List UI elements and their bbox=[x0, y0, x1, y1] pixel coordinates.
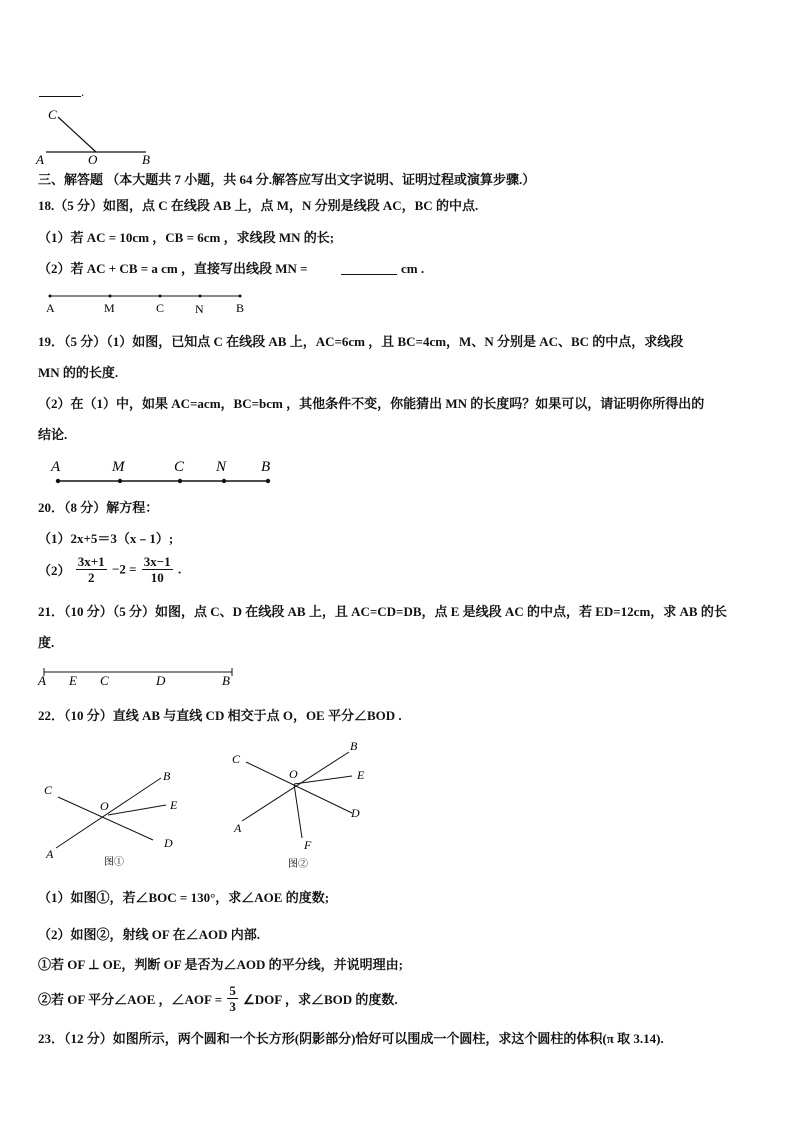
q20-f1-denominator: 2 bbox=[87, 570, 95, 585]
q18-label-a: A bbox=[46, 301, 55, 315]
q18-label-b: B bbox=[236, 301, 245, 315]
q18-part2-a: （2）若 AC + CB = a cm ，直接写出线段 MN = bbox=[38, 261, 308, 276]
q22-f2-caption: 图② bbox=[288, 859, 308, 870]
q19-line3: （2）在（1）中，如果 AC=acm，BC=bcm ，其他条件不变，你能猜出 MN 的长度吗？如果可以，请证明你所得出的 bbox=[38, 396, 705, 411]
q22-f2-label-d: D bbox=[351, 806, 360, 820]
q18-answer-blank bbox=[341, 274, 397, 275]
q22-part2b-a: ②若 OF 平分∠AOE ，∠AOF = bbox=[38, 992, 223, 1007]
q20-f2-denominator: 10 bbox=[150, 570, 164, 585]
q20-end: . bbox=[177, 561, 182, 577]
q22-stem: 22．（10 分）直线 AB 与直线 CD 相交于点 O，OE 平分∠BOD . bbox=[38, 708, 402, 723]
fig17-label-o: O bbox=[88, 152, 98, 166]
q22-part2: （2）如图②，射线 OF 在∠AOD 内部. bbox=[38, 927, 260, 942]
q22-f1-label-a: A bbox=[46, 847, 54, 861]
q22-frac-denominator: 3 bbox=[229, 999, 236, 1014]
q22-part2b-b: ∠DOF ，求∠BOD 的度数. bbox=[243, 992, 398, 1007]
answer-blank-line bbox=[39, 96, 81, 97]
q21-label-d: D bbox=[156, 673, 166, 688]
q19-label-n: N bbox=[216, 459, 227, 475]
q19-label-c: C bbox=[174, 459, 185, 475]
q22-f2-label-e: E bbox=[357, 768, 365, 782]
q18-part2-b: cm . bbox=[401, 261, 425, 276]
q19-label-b: B bbox=[261, 459, 271, 475]
q21-line2: 度. bbox=[38, 635, 55, 650]
q22-f2-label-c: C bbox=[232, 752, 241, 766]
figure-q17 bbox=[34, 104, 164, 166]
q20-part1: （1）2x+5＝3（x﹣1）; bbox=[38, 531, 174, 546]
q18-label-m: M bbox=[104, 301, 115, 315]
q22-f2-label-f: F bbox=[304, 838, 312, 852]
q22-part2b bbox=[38, 983, 398, 1014]
q20-f2-numerator: 3x−1 bbox=[143, 554, 171, 569]
q22-f1-label-o: O bbox=[100, 799, 109, 813]
q22-frac-numerator: 5 bbox=[229, 983, 236, 998]
q20-mid: −2 = bbox=[111, 561, 137, 577]
q22-f1-caption: 图① bbox=[104, 857, 124, 868]
q21-label-e: E bbox=[69, 673, 77, 688]
q20-part2 bbox=[38, 554, 181, 585]
q20-stem: 20．（8 分）解方程： bbox=[38, 500, 159, 515]
q19-line4: 结论. bbox=[38, 427, 68, 442]
blank-period: . bbox=[81, 84, 85, 99]
q22-fraction bbox=[227, 983, 238, 1014]
figure-q18 bbox=[38, 287, 258, 317]
fig17-label-a: A bbox=[36, 152, 44, 166]
q19-line1: 19．（5 分）（1）如图，已知点 C 在线段 AB 上，AC=6cm ，且 BC=4cm，M、N 分别是 AC、BC 的中点，求线段 bbox=[38, 334, 684, 349]
figure-q19 bbox=[46, 455, 286, 487]
q23-stem: 23．（12 分）如图所示，两个圆和一个长方形(阴影部分)恰好可以围成一个圆柱，求这个圆柱的体积(π 取 3.14). bbox=[38, 1031, 664, 1046]
q18-label-n: N bbox=[195, 302, 204, 316]
q18-label-c: C bbox=[156, 301, 165, 315]
figure-q22-1 bbox=[36, 760, 196, 870]
q22-f2-label-a: A bbox=[234, 821, 242, 835]
q21-label-c: C bbox=[100, 673, 109, 688]
q20-f1-numerator: 3x+1 bbox=[77, 554, 105, 569]
q20-fraction-1 bbox=[76, 554, 107, 585]
q19-line2: MN 的的长度. bbox=[38, 365, 119, 380]
section-title: 三、解答题 （本大题共 7 小题，共 64 分.解答应写出文字说明、证明过程或演算步骤.） bbox=[38, 172, 536, 187]
q20-fraction-2 bbox=[142, 554, 173, 585]
q19-label-m: M bbox=[112, 459, 125, 475]
figure-q22-2 bbox=[224, 736, 384, 872]
q22-part2a: ①若 OF ⊥ OE，判断 OF 是否为∠AOD 的平分线，并说明理由; bbox=[38, 957, 403, 972]
q22-part1: （1）如图①，若∠BOC = 130°，求∠AOE 的度数; bbox=[38, 890, 330, 905]
q21-label-b: B bbox=[222, 673, 230, 688]
q22-f2-label-b: B bbox=[350, 739, 358, 753]
figure-q21 bbox=[36, 665, 242, 691]
q18-part1: （1）若 AC = 10cm ，CB = 6cm ，求线段 MN 的长; bbox=[38, 230, 335, 245]
q22-f1-label-b: B bbox=[163, 769, 171, 783]
q19-label-a: A bbox=[51, 459, 61, 475]
fig17-label-b: B bbox=[142, 152, 150, 166]
q21-line1: 21．（10 分）（5 分）如图，点 C、D 在线段 AB 上，且 AC=CD=DB，点 E 是线段 AC 的中点，若 ED=12cm，求 AB 的长 bbox=[38, 604, 727, 619]
q22-f1-label-c: C bbox=[44, 783, 53, 797]
q18-stem: 18.（5 分）如图，点 C 在线段 AB 上，点 M，N 分别是线段 AC，BC 的中点. bbox=[38, 198, 479, 213]
fig17-label-c: C bbox=[48, 107, 57, 122]
q22-f1-label-e: E bbox=[170, 798, 178, 812]
q22-f2-label-o: O bbox=[289, 767, 298, 781]
q22-f1-label-d: D bbox=[164, 836, 173, 850]
q21-label-a: A bbox=[38, 673, 46, 688]
q20-part2-label: （2） bbox=[38, 563, 71, 578]
